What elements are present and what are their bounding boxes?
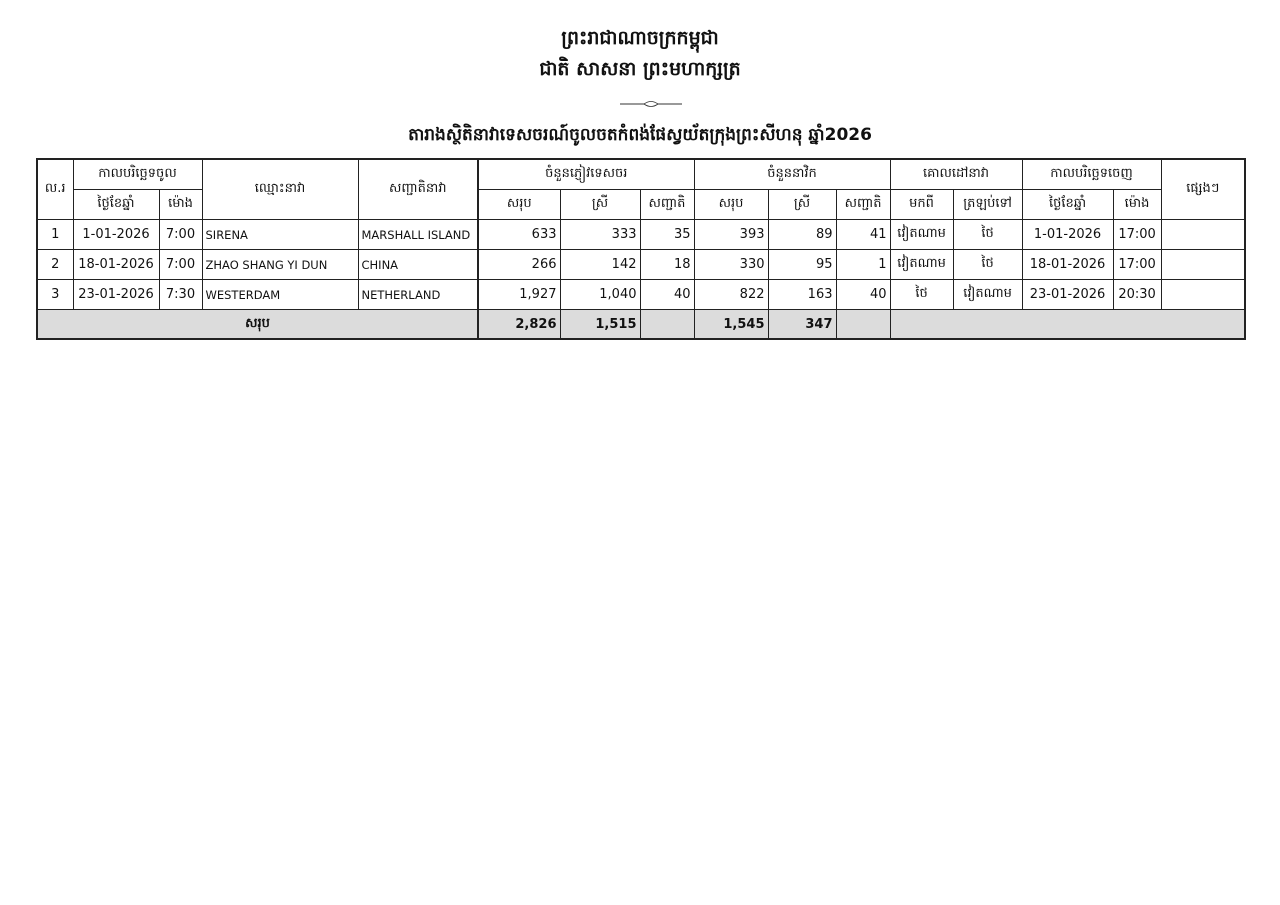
cell-ship-name: WESTERDAM — [202, 280, 358, 310]
cell-crew-nationality: 40 — [836, 280, 890, 310]
cell-ship-name: ZHAO SHANG YI DUN — [202, 250, 358, 280]
cell-departure-date: 23-01-2026 — [1022, 280, 1113, 310]
cell-tourists-nationality: 40 — [640, 280, 694, 310]
cell-crew-total: 822 — [694, 280, 768, 310]
totals-tourists-total: 2,826 — [478, 310, 560, 340]
col-other: ផ្សេងៗ — [1161, 159, 1245, 220]
cell-ship-name: SIRENA — [202, 220, 358, 250]
cell-arrival-date: 23-01-2026 — [73, 280, 159, 310]
header-kingdom: ព្រះរាជាណាចក្រកម្ពុជា — [561, 27, 719, 49]
cell-nationality: NETHERLAND — [358, 280, 478, 310]
col-crew-nationality: សញ្ជាតិ — [836, 190, 890, 220]
cell-tourists-female: 1,040 — [560, 280, 640, 310]
cell-arrival-date: 1-01-2026 — [73, 220, 159, 250]
col-arrival-time: ម៉ោង — [159, 190, 202, 220]
cell-no: 3 — [37, 280, 73, 310]
totals-crew-nationality — [836, 310, 890, 340]
col-crew: ចំនួននាវិក — [694, 159, 890, 190]
cell-to: ថៃ — [953, 250, 1022, 280]
cell-departure-time: 17:00 — [1113, 250, 1161, 280]
cell-crew-female: 163 — [768, 280, 836, 310]
cell-departure-date: 1-01-2026 — [1022, 220, 1113, 250]
col-ship-name: ឈ្មោះនាវា — [202, 159, 358, 220]
cell-other — [1161, 220, 1245, 250]
totals-tourists-female: 1,515 — [560, 310, 640, 340]
col-from: មកពី — [890, 190, 953, 220]
table-row — [37, 220, 1245, 250]
cell-tourists-nationality: 18 — [640, 250, 694, 280]
cell-crew-total: 393 — [694, 220, 768, 250]
totals-crew-total: 1,545 — [694, 310, 768, 340]
totals-tourists-nationality — [640, 310, 694, 340]
cell-other — [1161, 250, 1245, 280]
cell-crew-nationality: 1 — [836, 250, 890, 280]
cell-nationality: CHINA — [358, 250, 478, 280]
cell-other — [1161, 280, 1245, 310]
col-tourists-total: សរុប — [478, 190, 560, 220]
col-crew-female: ស្រី — [768, 190, 836, 220]
cell-nationality: MARSHALL ISLAND — [358, 220, 478, 250]
totals-blank — [890, 310, 1245, 340]
totals-label: សរុប — [37, 310, 478, 340]
cell-tourists-nationality: 35 — [640, 220, 694, 250]
cell-tourists-female: 333 — [560, 220, 640, 250]
cell-tourists-total: 633 — [478, 220, 560, 250]
col-to: ត្រឡប់ទៅ — [953, 190, 1022, 220]
cell-from: ថៃ — [890, 280, 953, 310]
cell-tourists-female: 142 — [560, 250, 640, 280]
page-title: តារាងស្ថិតិនាវាទេសចរណ៍ចូលចតកំពង់ផែស្វយ័តក្រុងព្រះសីហនុ ឆ្នាំ2026 — [408, 125, 872, 145]
table-row — [37, 280, 1245, 310]
col-tourists: ចំនួនភ្ញៀវទេសចរ — [478, 159, 694, 190]
cell-from: វៀតណាម — [890, 220, 953, 250]
col-departure: កាលបរិច្ឆេទចេញ — [1022, 159, 1161, 190]
ship-statistics-table — [36, 158, 1246, 340]
cell-no: 1 — [37, 220, 73, 250]
col-nationality: សញ្ជាតិនាវា — [358, 159, 478, 220]
cell-arrival-time: 7:30 — [159, 280, 202, 310]
cell-crew-female: 95 — [768, 250, 836, 280]
col-departure-date: ថ្ងៃខែឆ្នាំ — [1022, 190, 1113, 220]
header-row-top — [37, 159, 1245, 190]
cell-departure-date: 18-01-2026 — [1022, 250, 1113, 280]
col-tourists-nationality: សញ្ជាតិ — [640, 190, 694, 220]
col-arrival-date: ថ្ងៃខែឆ្នាំ — [73, 190, 159, 220]
col-tourists-female: ស្រី — [560, 190, 640, 220]
col-departure-time: ម៉ោង — [1113, 190, 1161, 220]
col-destination: គោលដៅនាវា — [890, 159, 1022, 190]
cell-to: ថៃ — [953, 220, 1022, 250]
cell-no: 2 — [37, 250, 73, 280]
totals-row — [37, 310, 1245, 340]
totals-crew-female: 347 — [768, 310, 836, 340]
table-row — [37, 250, 1245, 280]
cell-crew-female: 89 — [768, 220, 836, 250]
cell-tourists-total: 1,927 — [478, 280, 560, 310]
cell-departure-time: 17:00 — [1113, 220, 1161, 250]
cell-arrival-time: 7:00 — [159, 250, 202, 280]
cell-arrival-date: 18-01-2026 — [73, 250, 159, 280]
cell-crew-total: 330 — [694, 250, 768, 280]
cell-from: វៀតណាម — [890, 250, 953, 280]
cell-crew-nationality: 41 — [836, 220, 890, 250]
col-crew-total: សរុប — [694, 190, 768, 220]
cell-to: វៀតណាម — [953, 280, 1022, 310]
cell-arrival-time: 7:00 — [159, 220, 202, 250]
header-motto: ជាតិ សាសនា ព្រះមហាក្សត្រ — [539, 58, 741, 80]
col-arrival: កាលបរិច្ឆេទចូល — [73, 159, 202, 190]
ornament-divider-icon — [620, 99, 682, 109]
col-no: ល.រ — [37, 159, 73, 220]
cell-departure-time: 20:30 — [1113, 280, 1161, 310]
cell-tourists-total: 266 — [478, 250, 560, 280]
